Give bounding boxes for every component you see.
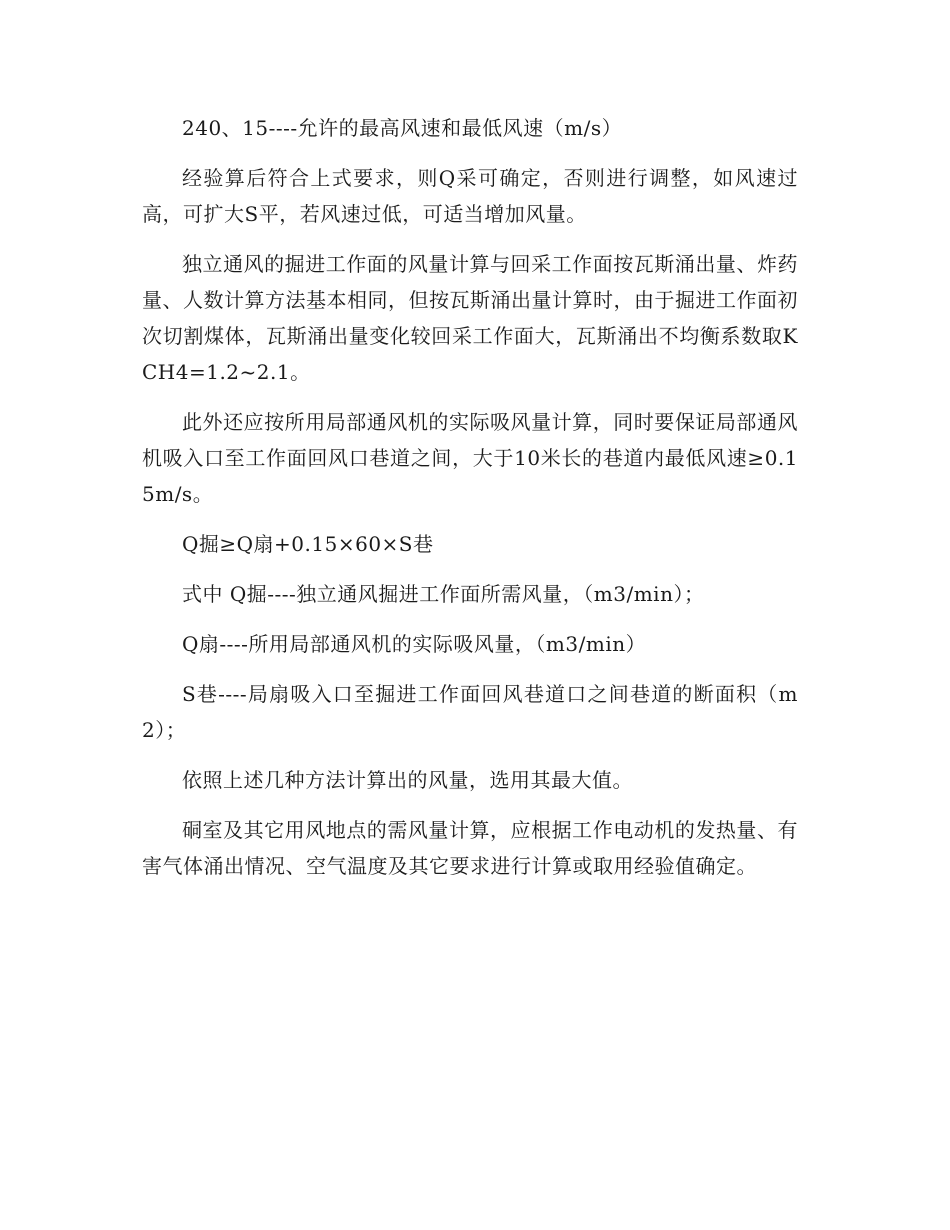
paragraph-select-maximum: 依照上述几种方法计算出的风量，选用其最大值。 [182,768,633,792]
document-body [142,110,798,898]
paragraph-definition-s-xiang: S巷----局扇吸入口至掘进工作面回风巷道口之间巷道的断面积（m2）； [142,682,798,742]
paragraph-definition-q-shan: Q扇----所用局部通风机的实际吸风量，（m3/min） [182,632,647,656]
paragraph-verification: 经验算后符合上式要求，则Q采可确定，否则进行调整，如风速过高，可扩大S平，若风速过低，可适当增加风量。 [142,166,798,226]
paragraph-formula: Q掘≥Q扇+0.15×60×S巷 [182,532,434,556]
paragraph-wind-speed-limits: 240、15----允许的最高风速和最低风速（m/s） [182,116,623,140]
paragraph-heading-face-calculation: 独立通风的掘进工作面的风量计算与回采工作面按瓦斯涌出量、炸药量、人数计算方法基本相同，但按瓦斯涌出量计算时，由于掘进工作面初次切割煤体，瓦斯涌出量变化较回采工作面大，瓦斯涌出不均衡系数取KCH4=1.2~2.1。 [142,252,798,384]
paragraph-definition-q-jue: 式中 Q掘----独立通风掘进工作面所需风量，（m3/min）； [182,582,705,606]
paragraph-chamber-air-demand: 硐室及其它用风地点的需风量计算，应根据工作电动机的发热量、有害气体涌出情况、空气温度及其它要求进行计算或取用经验值确定。 [142,818,798,878]
paragraph-local-fan-requirement: 此外还应按所用局部通风机的实际吸风量计算，同时要保证局部通风机吸入口至工作面回风口巷道之间，大于10米长的巷道内最低风速≥0.15m/s。 [142,410,798,506]
